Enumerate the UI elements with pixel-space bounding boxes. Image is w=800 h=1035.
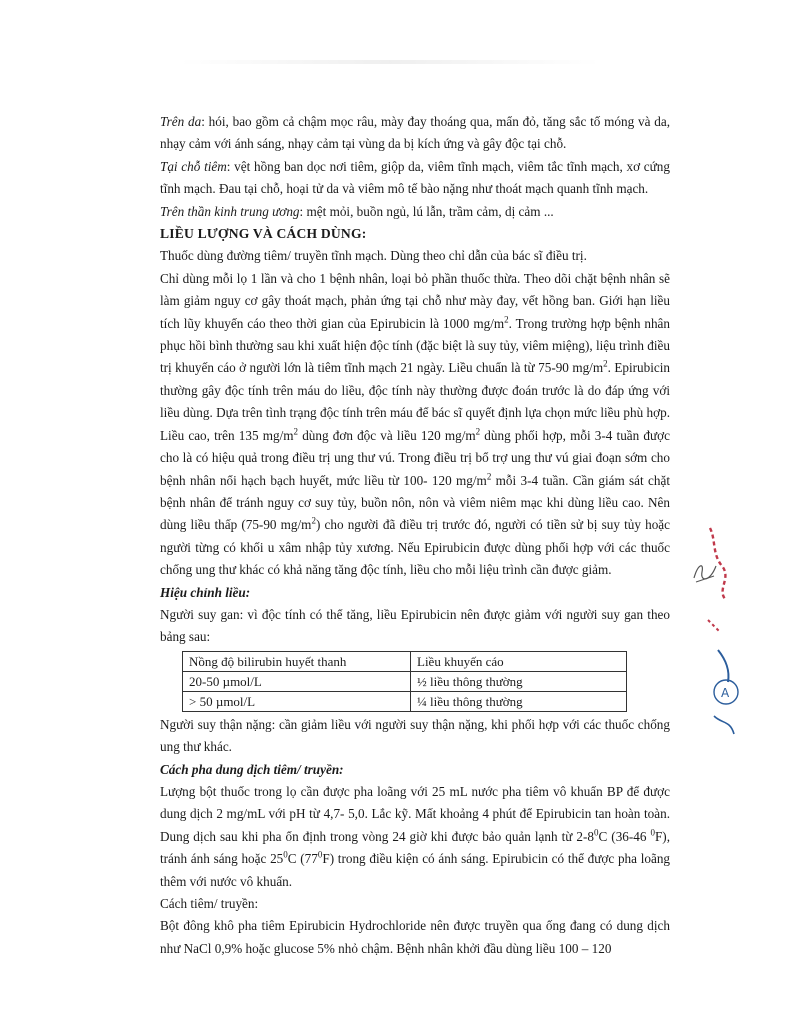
dose-adjustment-table	[182, 651, 627, 712]
text-pha-3: F), tránh ánh sáng hoặc 25	[160, 828, 670, 867]
paragraph-suy-gan: Người suy gan: vì độc tính có thể tăng, liều Epirubicin nên được giảm với người suy gan theo bảng sau:	[160, 606, 670, 645]
superscript: 2	[486, 471, 492, 482]
label-tai-cho-tiem: Tại chỗ tiêm	[160, 158, 227, 174]
text-pha-5: F) trong điều kiện có ánh sáng. Epirubicin có thể được pha loãng thêm với nước vô khuẩn.	[160, 851, 671, 889]
label-tren-da: Trên da	[160, 114, 202, 129]
superscript: 2	[293, 426, 299, 437]
paragraph-chi-dung	[160, 268, 670, 582]
superscript: 0	[283, 849, 288, 860]
subheading-cach-pha: Cách pha dung dịch tiêm/ truyền:	[160, 761, 344, 777]
heading-lieu-luong: LIỀU LƯỢNG VÀ CÁCH DÙNG:	[160, 226, 367, 242]
text-chi-dung-7: ) cho người đã điều trị trước đó, người có tiền sử bị suy tủy hoặc người từng có khối u xâm nhập tủy xương. Nếu Epirubicin được dùng phối hợp với các thuốc chống ung thư khác có khả năng tăng độc tính, liều cho mỗi liệu trình cần được giảm.	[160, 517, 670, 578]
paragraph-tai-cho-tiem	[160, 156, 670, 201]
table-cell: ¼ liều thông thường	[411, 691, 627, 711]
table-header-row	[183, 651, 627, 671]
superscript: 0	[594, 827, 599, 838]
table-header-cell: Nồng độ bilirubin huyết thanh	[183, 651, 411, 671]
paragraph-cach-tiem: Cách tiêm/ truyền:	[160, 896, 259, 911]
text-tren-da: : hói, bao gồm cả chậm mọc râu, mày đay thoáng qua, mẩn đỏ, tăng sắc tố móng và da, nhạy cảm với ánh sáng, nhạy cảm tại vùng da bị kích ứng và gây độc tại chỗ.	[160, 114, 670, 152]
text-pha-2: C (36-46	[598, 828, 651, 844]
stamp-letter: A	[721, 686, 730, 700]
text-chi-dung-6: mỗi 3-4 tuần. Cần giám sát chặt bệnh nhân để tránh nguy cơ suy tủy, buồn nôn, nôn và viêm niêm mạc khi dùng liều cao. Nên dùng liều thấp (75-90 mg/m	[160, 472, 671, 533]
text-chi-dung-3: . Epirubicin thường gây độc tính trên máu do liều, độc tính này thường được đoán trước là do đáp ứng với liều dùng. Dựa trên tình trạng độc tính trên máu để bác sĩ quyết định lựa chọn mức liều phù hợp. Liều cao, trên 135 mg/m	[160, 360, 670, 443]
document-body	[160, 111, 670, 960]
text-chi-dung-4: dùng đơn độc và liều 120 mg/m	[298, 427, 476, 443]
table-row	[183, 671, 627, 691]
superscript: 0	[317, 849, 323, 860]
paragraph-suy-than: Người suy thận nặng: cần giảm liều với người suy thận nặng, khi phối hợp với các thuốc chống ung thư khác.	[160, 716, 670, 755]
subheading-hieu-chinh-lieu: Hiệu chỉnh liều:	[160, 584, 251, 600]
official-stamp-partial	[700, 520, 740, 740]
text-chi-dung-1: Chỉ dùng mỗi lọ 1 lần và cho 1 bệnh nhân, loại bỏ phần thuốc thừa. Theo dõi chặt bệnh nhân sẽ làm giảm nguy cơ gây thoát mạch, phản ứng tại chỗ như mày đay, vết hồng ban. Giới hạn liều tích lũy khuyến cáo theo thời gian của Epirubicin là 1000 mg/m	[160, 270, 670, 331]
table-cell: > 50 µmol/L	[183, 691, 411, 711]
paragraph-cach-pha	[160, 781, 670, 893]
table-header-cell: Liều khuyến cáo	[411, 651, 627, 671]
text-chi-dung-5: dùng phối hợp, mỗi 3-4 tuần được cho là có hiệu quả trong điều trị ung thư vú. Trong điều trị bổ trợ ung thư vú giai đoạn sớm cho bệnh nhân nổi hạch bạch huyết, mức liều từ 100- 120 mg/m	[160, 427, 670, 488]
text-pha-1: Lượng bột thuốc trong lọ cần được pha loãng với 25 mL nước pha tiêm vô khuẩn BP để được dung dịch 2 mg/mL với pH từ 4,7- 5,0. Lắc kỹ. Mất khoảng 4 phút để Epirubicin tan hoàn toàn. Dung dịch sau khi pha ổn định trong vòng 24 giờ khi được bảo quản lạnh từ 2-8	[160, 783, 670, 844]
superscript: 2	[504, 314, 509, 325]
text-chi-dung-2: . Trong trường hợp bệnh nhân phục hồi bình thường sau khi xuất hiện độc tính (đặc biệt là suy tủy, viêm miệng), liệu trình điều trị khuyến cáo ở người lớn là tiêm tĩnh mạch 21 ngày. Liều chuẩn là từ 75-90 mg/m	[160, 315, 671, 376]
superscript: 0	[650, 827, 655, 838]
label-than-kinh: Trên thần kinh trung ương	[160, 203, 300, 219]
text-than-kinh: : mệt mỏi, buồn ngủ, lú lẫn, trầm cảm, dị cảm ...	[299, 203, 554, 219]
superscript: 2	[475, 426, 481, 437]
paragraph-bot-dong-kho: Bột đông khô pha tiêm Epirubicin Hydrochloride nên được truyền qua ống đang có dung dịch như NaCl 0,9% hoặc glucose 5% nhỏ chậm. Bệnh nhân khởi đầu dùng liều 100 – 120	[160, 918, 670, 956]
superscript: 2	[311, 515, 316, 526]
paragraph-thuoc-dung: Thuốc dùng đường tiêm/ truyền tĩnh mạch. Dùng theo chỉ dẫn của bác sĩ điều trị.	[160, 248, 587, 264]
table-row	[183, 691, 627, 711]
superscript: 2	[603, 359, 608, 370]
text-pha-4: C (77	[287, 851, 318, 867]
scan-smudge	[180, 60, 600, 64]
table-cell: 20-50 µmol/L	[183, 671, 411, 691]
paragraph-tren-da	[160, 111, 670, 156]
text-tai-cho-tiem: : vệt hồng ban dọc nơi tiêm, giộp da, viêm tĩnh mạch, viêm tắc tĩnh mạch, xơ cứng tĩnh mạch. Đau tại chỗ, hoại tử da và viêm mô tế bào nặng như thoát mạch quanh tĩnh mạch.	[160, 158, 670, 197]
table-cell: ½ liều thông thường	[411, 671, 627, 691]
paragraph-than-kinh	[160, 201, 670, 223]
